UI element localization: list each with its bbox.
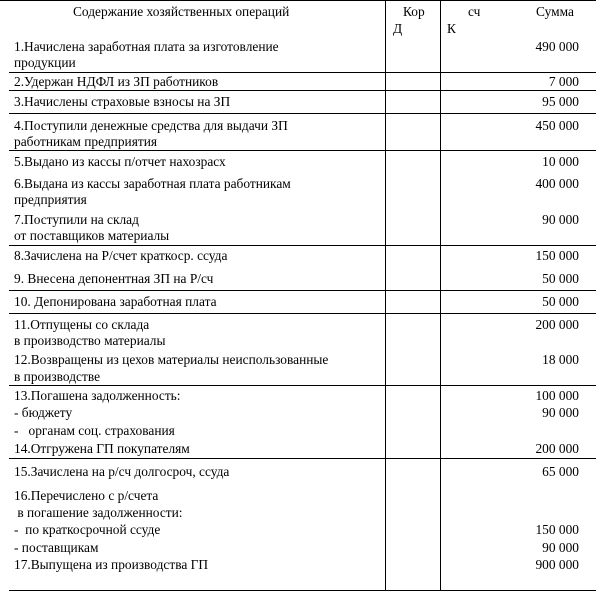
operation-amount: 50 000: [542, 294, 579, 309]
header-debit: Д: [393, 21, 403, 36]
operation-amount: 7 000: [548, 74, 579, 89]
row-rule: [0, 0, 596, 1]
operation-line: предприятия: [14, 192, 87, 207]
operation-line: 6.Выдана из кассы заработная плата работникам: [14, 176, 291, 191]
operation-line: 4.Поступили денежные средства для выдачи ЗП: [14, 118, 288, 133]
operation-amount: 490 000: [535, 39, 579, 54]
operation-line: - органам соц. страхования: [14, 423, 175, 438]
operation-line: 3.Начислены страховые взносы на ЗП: [14, 94, 231, 109]
operation-line: в производство материалы: [14, 333, 166, 348]
operation-line: 11.Отпущены со склада: [14, 317, 150, 332]
operation-amount: 90 000: [542, 540, 579, 555]
column-divider: [440, 0, 441, 590]
header-sum: Сумма: [536, 4, 574, 19]
operation-line: 13.Погашена задолженность:: [14, 388, 181, 403]
row-rule: [9, 313, 596, 314]
operation-line: 7.Поступили на склад: [14, 212, 139, 227]
header-content: Содержание хозяйственных операций: [73, 4, 290, 19]
operation-amount: 150 000: [535, 522, 579, 537]
operation-amount: 200 000: [535, 317, 579, 332]
operation-line: 15.Зачислена на р/сч долгосроч, ссуда: [14, 464, 230, 479]
header-kor: Кор: [403, 4, 425, 19]
operation-line: 10. Депонирована заработная плата: [14, 294, 217, 309]
operation-line: 17.Выпущена из производства ГП: [14, 557, 209, 572]
operation-line: 16.Перечислено с р/счета: [14, 488, 159, 503]
operation-amount: 450 000: [535, 118, 579, 133]
operation-amount: 18 000: [542, 352, 579, 367]
operation-amount: 200 000: [535, 441, 579, 456]
operation-line: продукции: [14, 55, 76, 70]
operation-amount: 400 000: [535, 176, 579, 191]
row-rule: [9, 458, 596, 459]
operation-line: 2.Удержан НДФЛ из ЗП работников: [14, 74, 219, 89]
operation-amount: 90 000: [542, 405, 579, 420]
operation-line: 12.Возвращены из цехов материалы неиспользованные: [14, 352, 329, 367]
operation-amount: 150 000: [535, 248, 579, 263]
operation-line: 9. Внесена депонентная ЗП на Р/сч: [14, 271, 214, 286]
operation-amount: 50 000: [542, 271, 579, 286]
header-sch: сч: [468, 4, 481, 19]
operation-line: в производстве: [14, 369, 101, 384]
operation-line: 5.Выдано из кассы п/отчет нахозрасх: [14, 154, 226, 169]
row-rule: [9, 90, 596, 91]
row-rule: [9, 385, 596, 386]
row-rule: [9, 590, 596, 591]
row-rule: [9, 290, 596, 291]
row-rule: [9, 245, 596, 246]
column-divider: [385, 0, 386, 590]
operation-line: от поставщиков материалы: [14, 228, 170, 243]
operation-amount: 900 000: [535, 557, 579, 572]
operation-line: - по краткосрочной ссуде: [14, 522, 161, 537]
operation-amount: 90 000: [542, 212, 579, 227]
operation-amount: 10 000: [542, 154, 579, 169]
operation-line: - бюджету: [14, 405, 73, 420]
row-rule: [9, 150, 596, 151]
header-credit: К: [447, 21, 456, 36]
operation-line: 14.Отгружена ГП покупателям: [14, 441, 190, 456]
operation-line: работникам предприятия: [14, 134, 158, 149]
operation-amount: 65 000: [542, 464, 579, 479]
operation-line: 1.Начислена заработная плата за изготовление: [14, 39, 279, 54]
row-rule: [9, 113, 596, 114]
operation-amount: 95 000: [542, 94, 579, 109]
operation-line: в погашение задолженности:: [14, 505, 183, 520]
operation-amount: 100 000: [535, 388, 579, 403]
operation-line: - поставщикам: [14, 540, 99, 555]
operation-line: 8.Зачислена на Р/счет краткоср. ссуда: [14, 248, 228, 263]
